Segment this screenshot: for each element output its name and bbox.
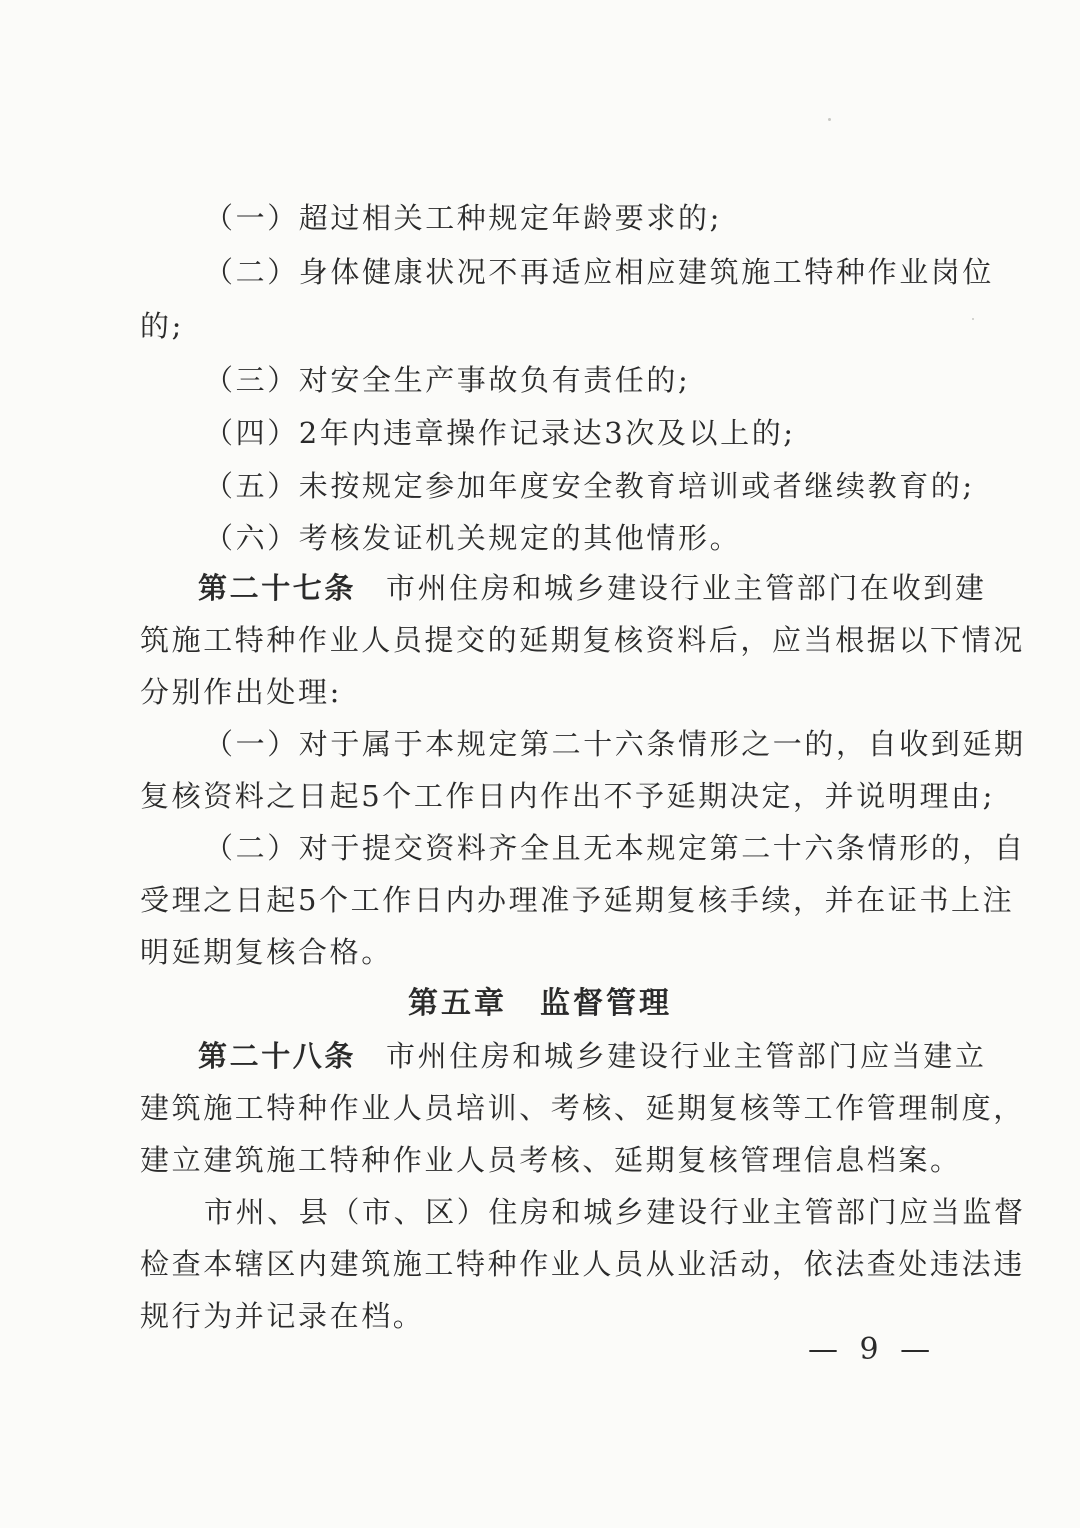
article-27-line-3: 分别作出处理:	[140, 675, 342, 709]
article-28-text: 市州住房和城乡建设行业主管部门应当建立	[386, 1039, 987, 1073]
article-27-label: 第二十七条	[198, 571, 357, 605]
article-28-first-line	[198, 1030, 987, 1082]
list-item-2: （二）身体健康状况不再适应相应建筑施工特种作业岗位	[204, 255, 995, 289]
article-27-item-1-line-1: （一）对于属于本规定第二十六条情形之一的，自收到延期	[204, 727, 1026, 761]
list-item-5: （五）未按规定参加年度安全教育培训或者继续教育的;	[204, 469, 975, 503]
page-number: — 9 —	[808, 1332, 937, 1367]
article-28-line-3: 建立建筑施工特种作业人员考核、延期复核管理信息档案。	[140, 1143, 962, 1177]
list-item-2-continued: 的;	[140, 309, 184, 343]
article-28-label: 第二十八条	[198, 1039, 357, 1073]
scan-speck	[972, 318, 974, 320]
article-27-first-line	[198, 562, 987, 614]
article-27-item-1-line-2: 复核资料之日起5个工作日内作出不予延期决定，并说明理由;	[140, 779, 996, 813]
article-27-text: 市州住房和城乡建设行业主管部门在收到建	[386, 571, 987, 605]
article-27-item-2-line-3: 明延期复核合格。	[140, 935, 393, 969]
article-27-item-2-line-2: 受理之日起5个工作日内办理准予延期复核手续，并在证书上注	[140, 883, 1015, 917]
scan-speck	[828, 118, 831, 121]
article-28-para-2-line-1: 市州、县（市、区）住房和城乡建设行业主管部门应当监督	[204, 1195, 1026, 1229]
article-28-para-2-line-2: 检查本辖区内建筑施工特种作业人员从业活动，依法查处违法违	[140, 1247, 1025, 1281]
article-28-line-2: 建筑施工特种作业人员培训、考核、延期复核等工作管理制度，	[140, 1091, 1025, 1125]
article-27-item-2-line-1: （二）对于提交资料齐全且无本规定第二十六条情形的，自	[204, 831, 1026, 865]
list-item-1: （一）超过相关工种规定年龄要求的;	[204, 201, 722, 235]
list-item-3: （三）对安全生产事故负有责任的;	[204, 363, 691, 397]
list-item-6: （六）考核发证机关规定的其他情形。	[204, 521, 742, 555]
article-28-para-2-line-3: 规行为并记录在档。	[140, 1299, 425, 1333]
article-27-line-2: 筑施工特种作业人员提交的延期复核资料后，应当根据以下情况	[140, 623, 1025, 657]
list-item-4: （四）2年内违章操作记录达3次及以上的;	[204, 416, 796, 450]
chapter-5-heading: 第五章 监督管理	[408, 986, 672, 1021]
